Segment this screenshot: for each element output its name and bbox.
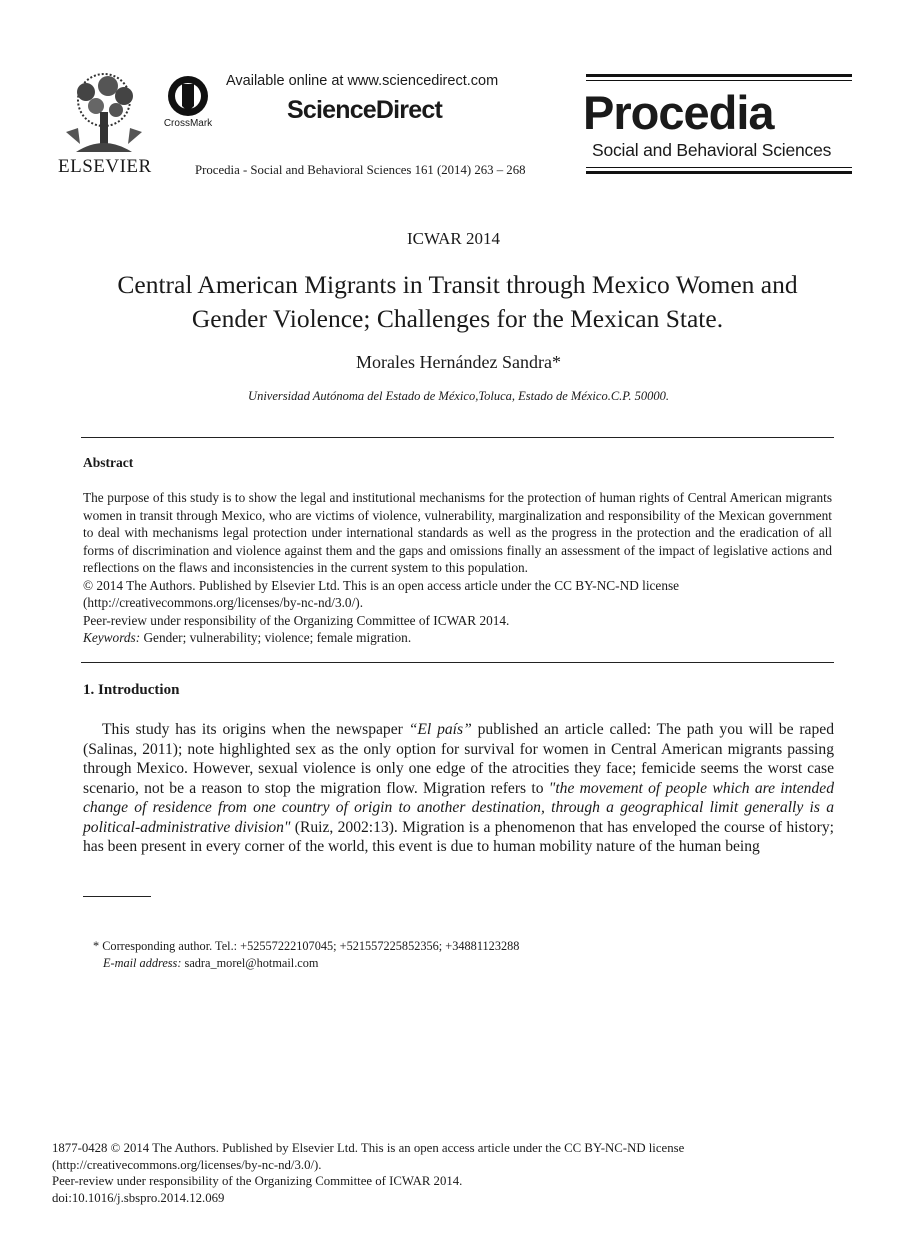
section-heading-introduction: 1. Introduction: [83, 682, 180, 698]
procedia-bottom-rule: [586, 171, 852, 174]
procedia-bottom-rule-thin: [586, 167, 852, 168]
journal-reference: Procedia - Social and Behavioral Sciences 161 (2014) 263 – 268: [195, 163, 526, 177]
email-address[interactable]: sadra_morel@hotmail.com: [181, 956, 319, 970]
keywords-label: Keywords:: [83, 630, 141, 645]
paper-title-line2: Gender Violence; Challenges for the Mexican State.: [191, 304, 724, 333]
paper-title-line1: Central American Migrants in Transit through Mexico Women and: [117, 270, 798, 299]
intro-text-a: This study has its origins when the newspaper: [102, 721, 409, 738]
procedia-title: Procedia: [583, 86, 774, 139]
introduction-paragraph: [83, 720, 834, 857]
abstract-text: The purpose of this study is to show the legal and institutional mechanisms for the protection of human rights of Central American migrants women in transit through Mexico, who are victims of violence, vulnerability, marginalization and responsibility of the Mexican government to deal with mechanisms legal protection under international standards as well as the progress in the protection and the eradication of all forms of discrimination and violence against them and the gaps and omissions finally an assessment of the impact of legislative actions and reflections on the flaws and inconsistencies in the current system to this population.: [83, 490, 832, 575]
footer-peer-review: Peer-review under responsibility of the Organizing Committee of ICWAR 2014.: [52, 1174, 463, 1188]
paper-title: [60, 268, 855, 336]
intro-text-c: (Ruiz, 2002:13). Migration is a phenomenon that has enveloped the course of history; has been present in every corner of the world, this event is due to human mobility nature of the human being: [83, 818, 834, 855]
peer-review-line: Peer-review under responsibility of the Organizing Committee of ICWAR 2014.: [83, 612, 510, 628]
keywords-value: Gender; vulnerability; violence; female migration.: [143, 630, 412, 645]
divider-top: [81, 437, 834, 438]
available-online-text: Available online at www.sciencedirect.com: [226, 73, 499, 89]
email-label: E-mail address:: [103, 956, 182, 970]
footnote: [93, 938, 519, 972]
divider-bottom: [81, 662, 834, 663]
abstract-body: [83, 489, 832, 647]
publisher-wordmark: ELSEVIER: [58, 156, 152, 177]
corresponding-author: * Corresponding author. Tel.: +52557222107045; +521557225852356; +34881123288: [93, 939, 520, 953]
footnote-rule: [83, 896, 151, 897]
sciencedirect-logo[interactable]: ScienceDirect: [287, 96, 442, 124]
footer-license-link[interactable]: (http://creativecommons.org/licenses/by-nc-nd/3.0/).: [52, 1157, 322, 1172]
author-name: Morales Hernández Sandra*: [356, 352, 561, 372]
procedia-top-rule-thin: [586, 80, 852, 81]
intro-text-b: published an article called: The path you will be raped (Salinas, 2011); note highlighted sex as the only option for survival for women in Central American migrants passing through Mexico. However, sexual violence is only one edge of the atrocities they face; femicide seems the worst case scenario, not be a reason to stop the migration flow. Migration refers to: [83, 721, 834, 797]
footer-doi[interactable]: doi:10.1016/j.sbspro.2014.12.069: [52, 1190, 225, 1205]
keywords-line: [83, 629, 832, 647]
email-line: [93, 955, 519, 972]
intro-quote: "the movement of people which are intended change of residence from one country of origin to another destination, through a geographical limit generally is a political-administrative division": [83, 779, 834, 836]
page-footer: [52, 1140, 684, 1206]
crossmark-label: CrossMark: [163, 118, 213, 129]
procedia-top-rule: [586, 74, 852, 77]
author-affiliation: Universidad Autónoma del Estado de México,Toluca, Estado de México.C.P. 50000.: [248, 389, 669, 403]
copyright-line: © 2014 The Authors. Published by Elsevier Ltd. This is an open access article under the CC BY-NC-ND license: [83, 577, 680, 593]
procedia-subtitle: Social and Behavioral Sciences: [592, 140, 832, 160]
license-link[interactable]: (http://creativecommons.org/licenses/by-nc-nd/3.0/).: [83, 595, 364, 610]
intro-newspaper-name: “El país”: [408, 721, 472, 738]
introduction-body: [83, 720, 834, 857]
footer-issn-copyright: 1877-0428 © 2014 The Authors. Published by Elsevier Ltd. This is an open access article under the CC BY-NC-ND license: [52, 1141, 685, 1155]
conference-name: ICWAR 2014: [406, 229, 501, 248]
abstract-heading: Abstract: [83, 455, 134, 470]
